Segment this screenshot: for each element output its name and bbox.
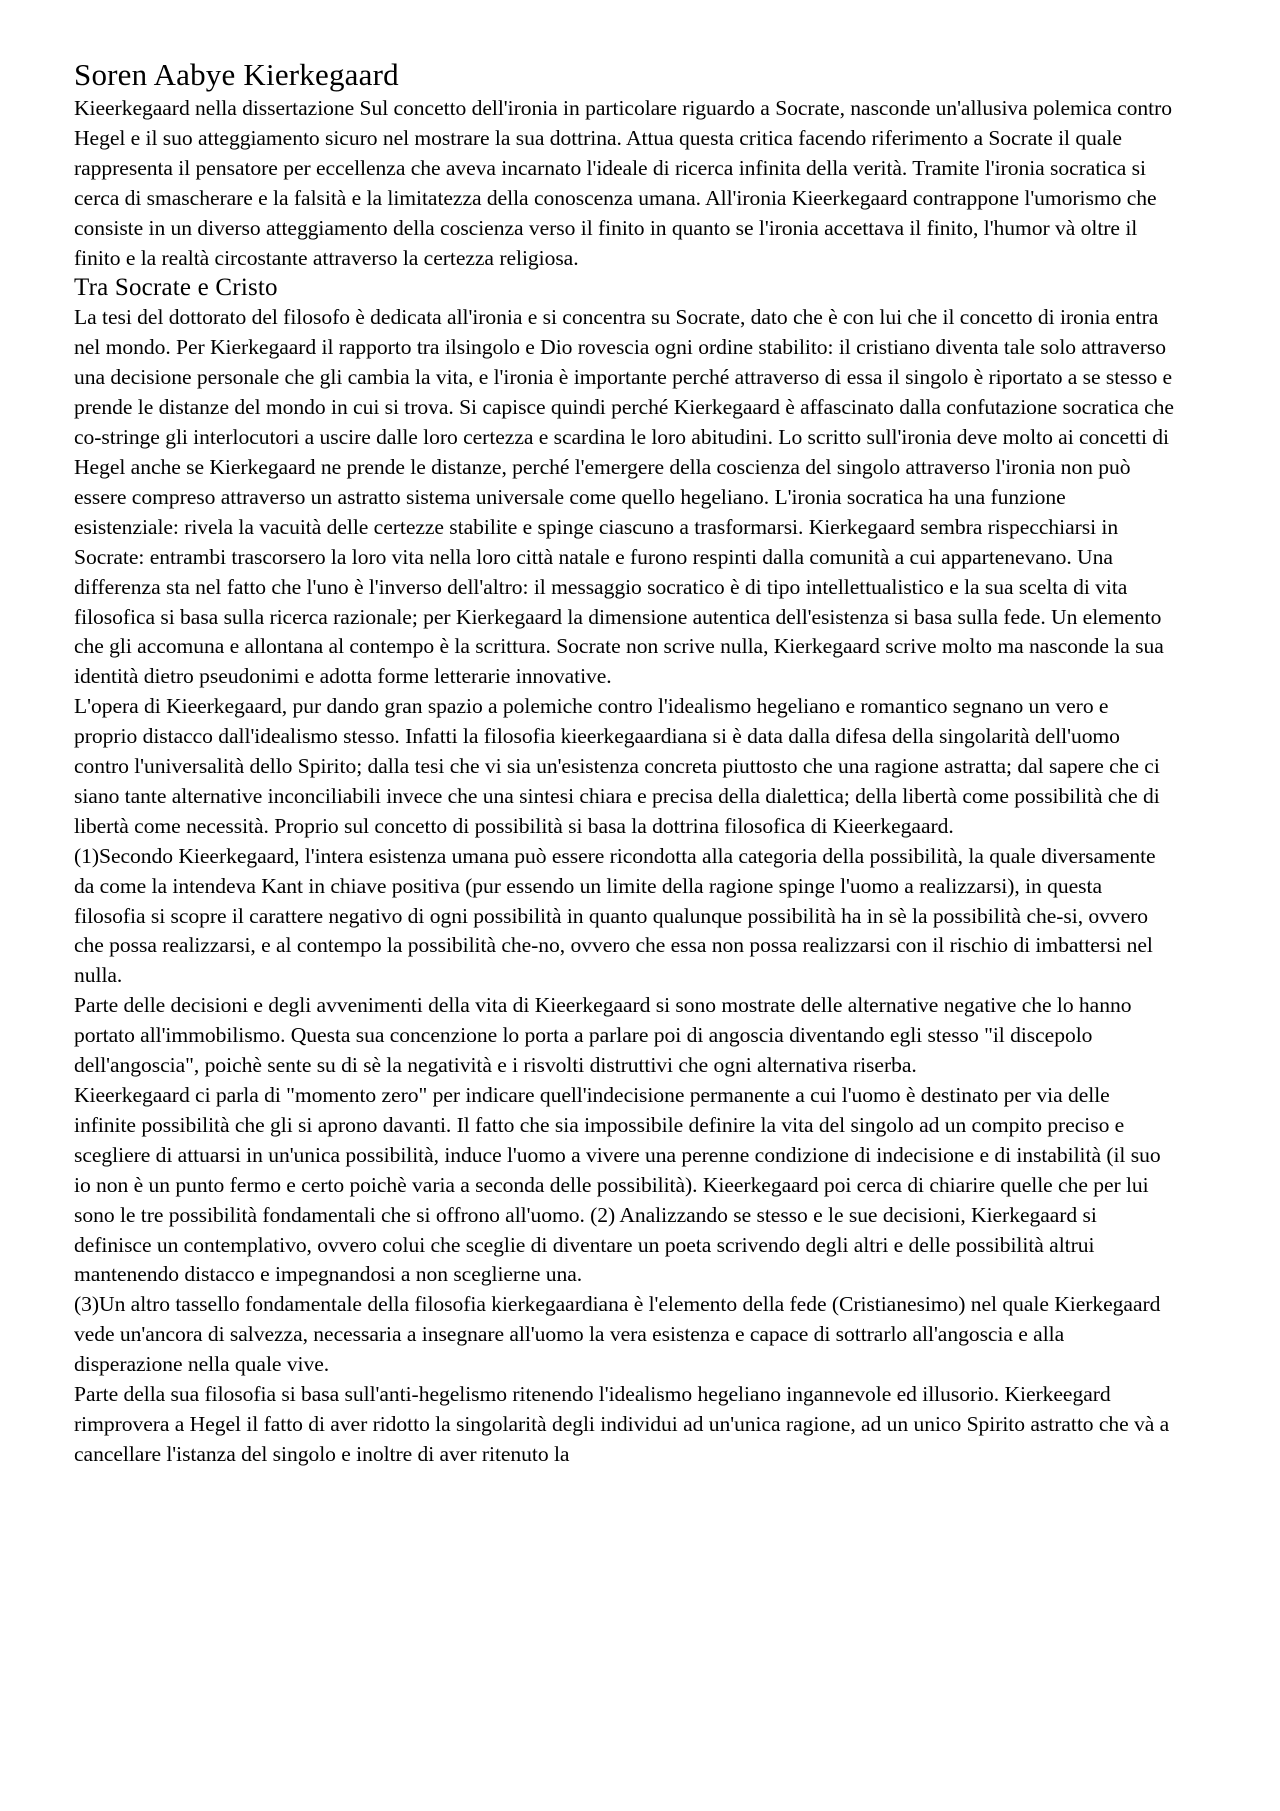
document-page <box>74 56 1174 1470</box>
body-paragraph: La tesi del dottorato del filosofo è dedicata all'ironia e si concentra su Socrate, dato che è con lui che il concetto di ironia entra nel mondo. Per Kierkegaard il rapporto tra ilsingolo e Dio rovescia ogni ordine stabilito: il cristiano diventa tale solo attraverso una decisione personale che gli cambia la vita, e l'ironia è importante perché attraverso di essa il singolo è riportato a se stesso e prende le distanze del mondo in cui si trova. Si capisce quindi perché Kierkegaard è affascinato dalla confutazione socratica che co-stringe gli interlocutori a uscire dalle loro certezza e scardina le loro abitudini. Lo scritto sull'ironia deve molto ai concetti di Hegel anche se Kierkegaard ne prende le distanze, perché l'emergere della coscienza del singolo attraverso l'ironia non può essere compreso attraverso un astratto sistema universale come quello hegeliano. L'ironia socratica ha una funzione esistenziale: rivela la vacuità delle certezze stabilite e spinge ciascuno a trasformarsi. Kierkegaard sembra rispecchiarsi in Socrate: entrambi trascorsero la loro vita nella loro città natale e furono respinti dalla comunità a cui appartenevano. Una differenza sta nel fatto che l'uno è l'inverso dell'altro: il messaggio socratico è di tipo intellettualistico e la sua scelta di vita filosofica si basa sulla ricerca razionale; per Kierkegaard la dimensione autentica dell'esistenza si basa sulla fede. Un elemento che gli accomuna e allontana al contempo è la scrittura. Socrate non scrive nulla, Kierkegaard scrive molto ma nasconde la sua identità dietro pseudonimi e adotta forme letterarie innovative. <box>74 305 1174 689</box>
body-paragraph: (3)Un altro tassello fondamentale della filosofia kierkegaardiana è l'elemento della fede (Cristianesimo) nel quale Kierkegaard vede un'ancora di salvezza, necessaria a insegnare all'uomo la vera esistenza e capace di sottrarlo all'angoscia e alla disperazione nella quale vive. <box>74 1292 1161 1377</box>
body-paragraph: Parte delle decisioni e degli avvenimenti della vita di Kieerkegaard si sono mostrate delle alternative negative che lo hanno portato all'immobilismo. Questa sua concenzione lo porta a parlare poi di angoscia diventando egli stesso "il discepolo dell'angoscia", poichè sente su di sè la negatività e i risvolti distruttivi che ogni alternativa riserba. <box>74 993 1132 1078</box>
document-title: Soren Aabye Kierkegaard <box>74 57 399 92</box>
body-paragraph: (1)Secondo Kieerkegaard, l'intera esistenza umana può essere ricondotta alla categoria della possibilità, la quale diversamente da come la intendeva Kant in chiave positiva (pur essendo un limite della ragione spinge l'uomo a realizzarsi), in questa filosofia si scopre il carattere negativo di ogni possibilità in quanto qualunque possibilità ha in sè la possibilità che-si, ovvero che possa realizzarsi, e al contempo la possibilità che-no, ovvero che essa non possa realizzarsi con il rischio di imbattersi nel nulla. <box>74 843 1156 988</box>
body-paragraph: Parte della sua filosofia si basa sull'anti-hegelismo ritenendo l'idealismo hegeliano ingannevole ed illusorio. Kierkeegard rimprovera a Hegel il fatto di aver ridotto la singolarità degli individui ad un'unica ragione, ad un unico Spirito astratto che và a cancellare l'istanza del singolo e inoltre di aver ritenuto la <box>74 1382 1170 1466</box>
intro-paragraph: Kieerkegaard nella dissertazione Sul concetto dell'ironia in particolare riguardo a Socrate, nasconde un'allusiva polemica contro Hegel e il suo atteggiamento sicuro nel mostrare la sua dottrina. Attua questa critica facendo riferimento a Socrate il quale rappresenta il pensatore per eccellenza che aveva incarnato l'ideale di ricerca infinita della verità. Tramite l'ironia socratica si cerca di smascherare e la falsità e la limitatezza della conoscenza umana. All'ironia Kieerkegaard contrappone l'umorismo che consiste in un diverso atteggiamento della coscienza verso il finito in quanto se l'ironia accettava il finito, l'humor và oltre il finito e la realtà circostante attraverso la certezza religiosa. <box>74 96 1172 270</box>
section-heading: Tra Socrate e Cristo <box>74 274 278 302</box>
body-paragraph: L'opera di Kieerkegaard, pur dando gran spazio a polemiche contro l'idealismo hegeliano e romantico segnano un vero e proprio distacco dall'idealismo stesso. Infatti la filosofia kieerkegaardiana si è data dalla difesa della singolarità dell'uomo contro l'universalità dello Spirito; dalla tesi che vi sia un'esistenza concreta piuttosto che una ragione astratta; dal sapere che ci siano tante alternative inconciliabili invece che una sintesi chiara e precisa della dialettica; della libertà come possibilità che di libertà come necessità. Proprio sul concetto di possibilità si basa la dottrina filosofica di Kieerkegaard. <box>74 694 1160 838</box>
body-paragraph: Kieerkegaard ci parla di "momento zero" per indicare quell'indecisione permanente a cui l'uomo è destinato per via delle infinite possibilità che gli si aprono davanti. Il fatto che sia impossibile definire la vita del singolo ad un compito preciso e scegliere di attuarsi in un'unica possibilità, induce l'uomo a vivere una perenne condizione di indecisione e di instabilità (il suo io non è un punto fermo e certo poichè varia a seconda delle possibilità). Kieerkegaard poi cerca di chiarire quelle che per lui sono le tre possibilità fondamentali che si offrono all'uomo. (2) Analizzando se stesso e le sue decisioni, Kierkegaard si definisce un contemplativo, ovvero colui che sceglie di diventare un poeta scrivendo degli altri e delle possibilità altrui mantenendo distacco e impegnandosi a non sceglierne una. <box>74 1083 1161 1287</box>
